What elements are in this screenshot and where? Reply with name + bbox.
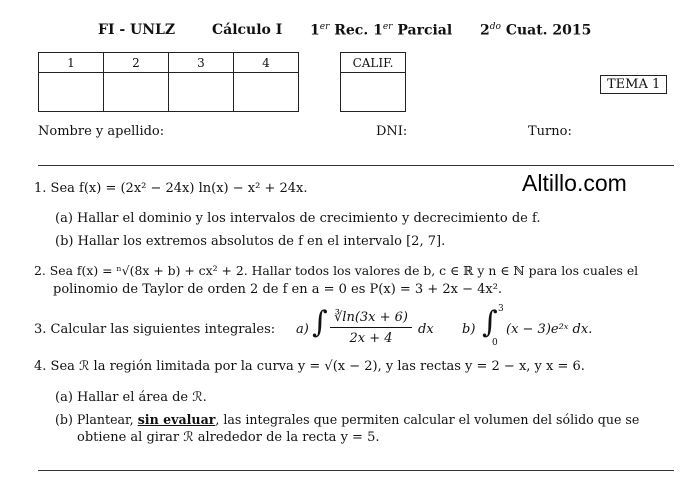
turno-field: Turno: [528,124,572,139]
grade-cell [234,73,299,112]
question-1a: (a) Hallar el dominio y los intervalos de crecimiento y decrecimiento de f. [55,211,541,226]
calif-label: CALIF. [341,53,406,73]
question-1b: (b) Hallar los extremos absolutos de f en el intervalo [2, 7]. [55,234,446,249]
term: $2^{do}$ Cuat. 2015 [480,22,592,39]
grade-table [38,52,299,112]
integral-b-upper: 3 [498,304,504,314]
grade-cell [39,73,104,112]
integral-b-lower: 0 [492,338,498,348]
watermark: Altillo.com [522,170,627,196]
grade-cell [169,73,234,112]
question-2: 2. Sea f(x) = ⁿ√(8x + b) + cx² + 2. Hallar todos los valores de b, c ∈ ℝ y n ∈ ℕ para los cuales el [34,263,639,278]
integral-sign: ∫ [312,305,328,340]
grade-col: 4 [234,53,299,73]
integral-b-expr: (x − 3)e²ˣ dx. [506,322,593,337]
divider [38,165,674,166]
question-2-cont: polinomio de Taylor de orden 2 de f en a = 0 es P(x) = 3 + 2x − 4x². [53,282,503,297]
calif-cell [341,73,406,112]
divider [38,470,674,471]
integral-a-label: a) [296,322,309,337]
question-4b: (b) Plantear, sin evaluar, las integrales que permiten calcular el volumen del sólido que se [55,412,640,427]
question-3: 3. Calcular las siguientes integrales: [34,322,276,337]
exam-name: 1er Rec. 1er Parcial [310,22,453,39]
integral-b-label: b) [462,322,476,337]
grade-col: 3 [169,53,234,73]
calif-box [340,52,406,112]
integral-a-fraction: ∛ln(3x + 6) 2x + 4 [330,310,412,346]
grade-cell [104,73,169,112]
question-4b-cont: obtiene al girar ℛ alrededor de la recta y = 5. [77,430,380,445]
integral-sign: ∫ [482,305,498,340]
tema-box: TEMA 1 [600,75,667,94]
dni-field: DNI: [376,124,408,139]
institution: FI - UNLZ [98,22,176,38]
grade-col: 2 [104,53,169,73]
question-1: 1. Sea f(x) = (2x² − 24x) ln(x) − x² + 24x. [34,181,308,196]
course: Cálculo I [212,22,283,38]
question-4a: (a) Hallar el área de ℛ. [55,390,207,405]
question-4: 4. Sea ℛ la región limitada por la curva y = √(x − 2), y las rectas y = 2 − x, y x = 6. [34,359,585,374]
grade-col: 1 [39,53,104,73]
name-field: Nombre y apellido: [38,124,165,139]
integral-a-dx: dx [418,322,434,337]
